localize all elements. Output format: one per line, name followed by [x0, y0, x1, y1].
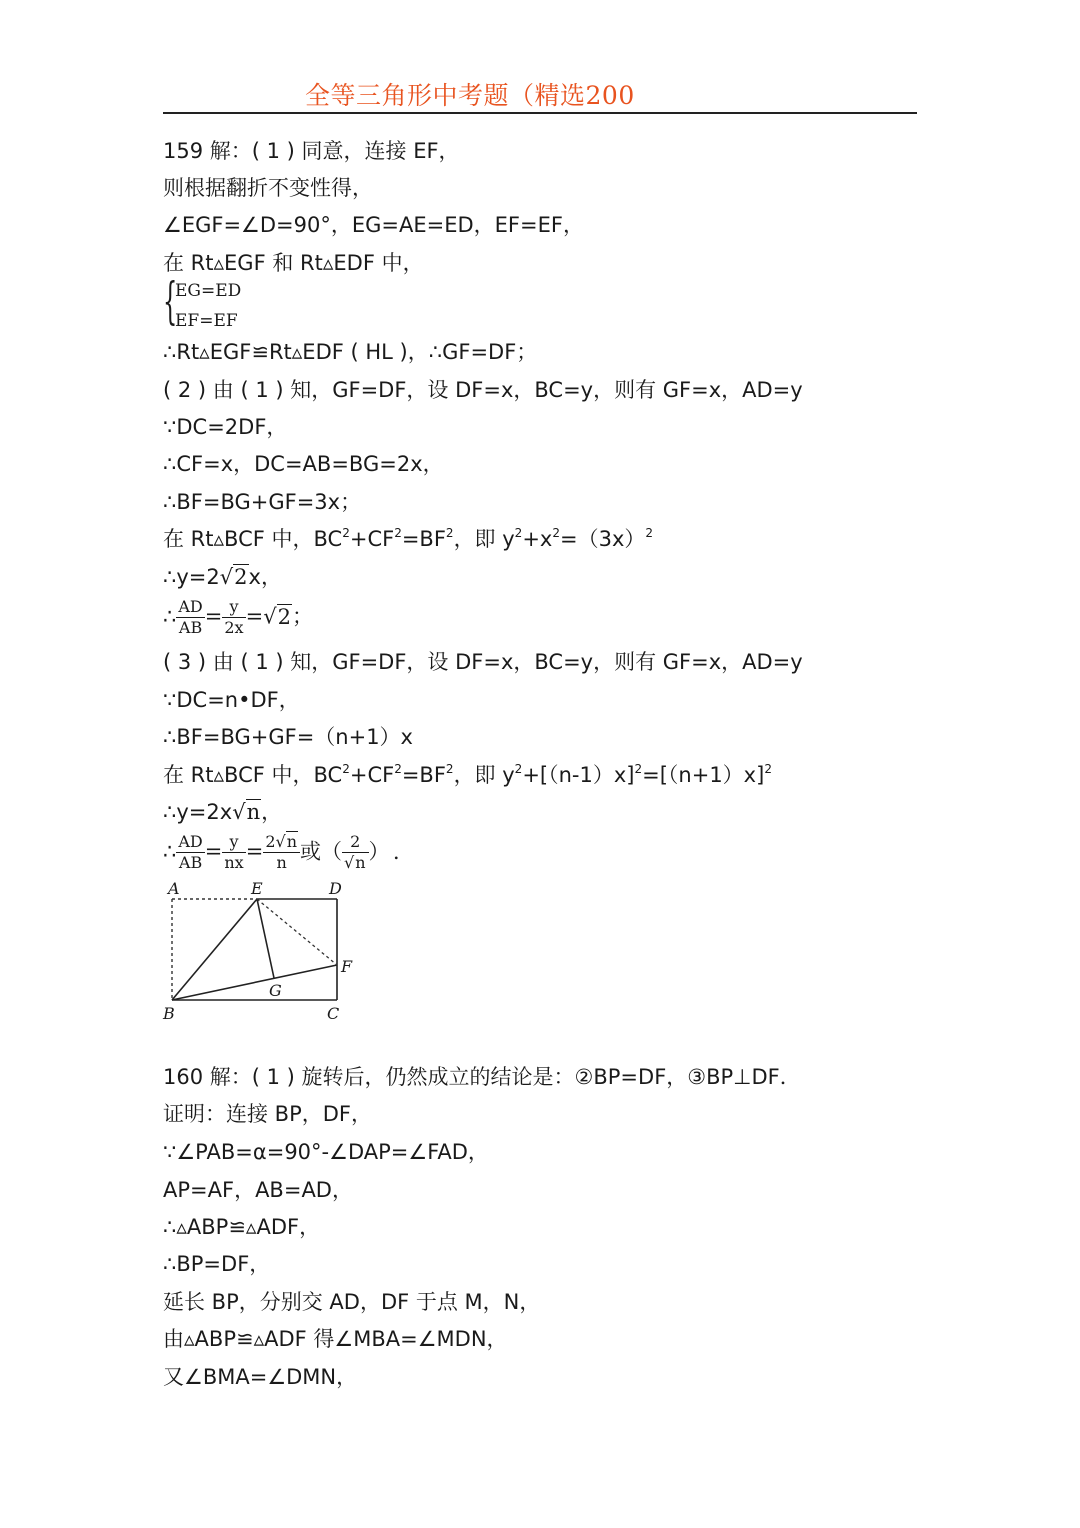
p160-line-1: 160 解：( 1 ) 旋转后，仍然成立的结论是：②BP=DF，③BP⊥DF． [163, 1065, 801, 1089]
p159-line-6: ( 2 ) 由 ( 1 ) 知，GF=DF，设 DF=x，BC=y，则有 GF=x，AD=y [163, 378, 803, 402]
p160-line-5: ∴▵ABP≌▵ADF， [163, 1215, 321, 1239]
p159-line-7: ∵DC=2DF， [163, 415, 288, 439]
fraction-ad-ab: $\frac{AD}{AB}$ [178, 832, 203, 872]
fraction-2-sqrtn: $\frac{2}{√n}$ [342, 832, 369, 873]
label-b: B [163, 1004, 175, 1023]
p159-line-9: ∴BF=BG+GF=3x； [163, 490, 362, 514]
header-rule [163, 112, 917, 114]
p159-line-17: ∴y=2x√n， [163, 800, 283, 824]
p159-line-13: ( 3 ) 由 ( 1 ) 知，GF=DF，设 DF=x，BC=y，则有 GF=x，AD=y [163, 650, 803, 674]
p160-line-3: ∵∠PAB=α=90°-∠DAP=∠FAD， [163, 1140, 489, 1164]
sqrt-symbol: √n [232, 800, 261, 824]
p159-line-11: ∴y=2√2x， [163, 565, 282, 589]
p159-line-16: 在 Rt▵BCF 中，$BC^2+CF^2=BF^2$，即 $y^2+[(n-1)x]^2=[(n+1)x]^2$ [163, 762, 772, 787]
label-a: A [168, 879, 180, 898]
p160-line-2: 证明：连接 BP，DF， [163, 1102, 372, 1126]
label-e: E [251, 879, 263, 898]
system-row-2: EF=EF [175, 311, 238, 331]
p159-line-15: ∴BF=BG+GF=（n+1）x [163, 725, 413, 749]
document-title: 全等三角形中考题（精选200 [305, 81, 635, 110]
p159-line-12: ∴ $\frac{AD}{AB}$ = $\frac{y}{2x}$ =√2； [163, 597, 313, 637]
p159-line-18: ∴ $\frac{AD}{AB}$ = $\frac{y}{nx}$ = $\frac{2√n}{n}$ 或（ $\frac{2}{√n}$ ） ． [163, 832, 415, 872]
fraction-ad-ab: $\frac{AD}{AB}$ [178, 597, 203, 637]
p159-line-4: 在 Rt▵EGF 和 Rt▵EDF 中， [163, 251, 424, 275]
label-c: C [327, 1004, 340, 1023]
p159-line-1: 159 解：( 1 ) 同意，连接 EF， [163, 139, 460, 163]
p159-line-10: 在 Rt▵BCF 中，$BC^2+CF^2=BF^2$，即 $y^2+x^2=(3x)^2$ [163, 526, 654, 551]
p159-line-3: ∠EGF=∠D=90°，EG=AE=ED，EF=EF， [163, 213, 584, 237]
brace-symbol: { [163, 272, 178, 330]
p159-line-14: ∵DC=n•DF， [163, 688, 300, 712]
p160-line-8: 由▵ABP≌▵ADF 得∠MBA=∠MDN， [163, 1327, 508, 1351]
sqrt-symbol: √2 [263, 604, 291, 629]
p160-line-4: AP=AF，AB=AD， [163, 1178, 353, 1202]
p159-line-8: ∴CF=x，DC=AB=BG=2x， [163, 452, 444, 476]
label-f: F [341, 957, 353, 976]
sqrt-symbol: √2 [219, 565, 248, 589]
fraction-y-2x: $\frac{y}{2x}$ [224, 597, 244, 637]
fraction-y-nx: $\frac{y}{nx}$ [224, 832, 244, 872]
geometry-figure [160, 878, 370, 1028]
fraction-2sqrtn-n: $\frac{2√n}{n}$ [263, 832, 300, 873]
rectangle-abcd [172, 899, 337, 1000]
p160-line-7: 延长 BP，分别交 AD，DF 于点 M，N， [163, 1290, 541, 1314]
system-row-1: EG=ED [175, 281, 242, 301]
label-g: G [269, 981, 282, 1000]
p160-line-6: ∴BP=DF， [163, 1252, 271, 1276]
p159-line-2: 则根据翻折不变性得， [163, 176, 373, 200]
p160-line-9: 又∠BMA=∠DMN， [163, 1365, 358, 1389]
label-d: D [329, 879, 342, 898]
p159-line-5: ∴Rt▵EGF≌Rt▵EDF ( HL )，∴GF=DF； [163, 340, 538, 364]
